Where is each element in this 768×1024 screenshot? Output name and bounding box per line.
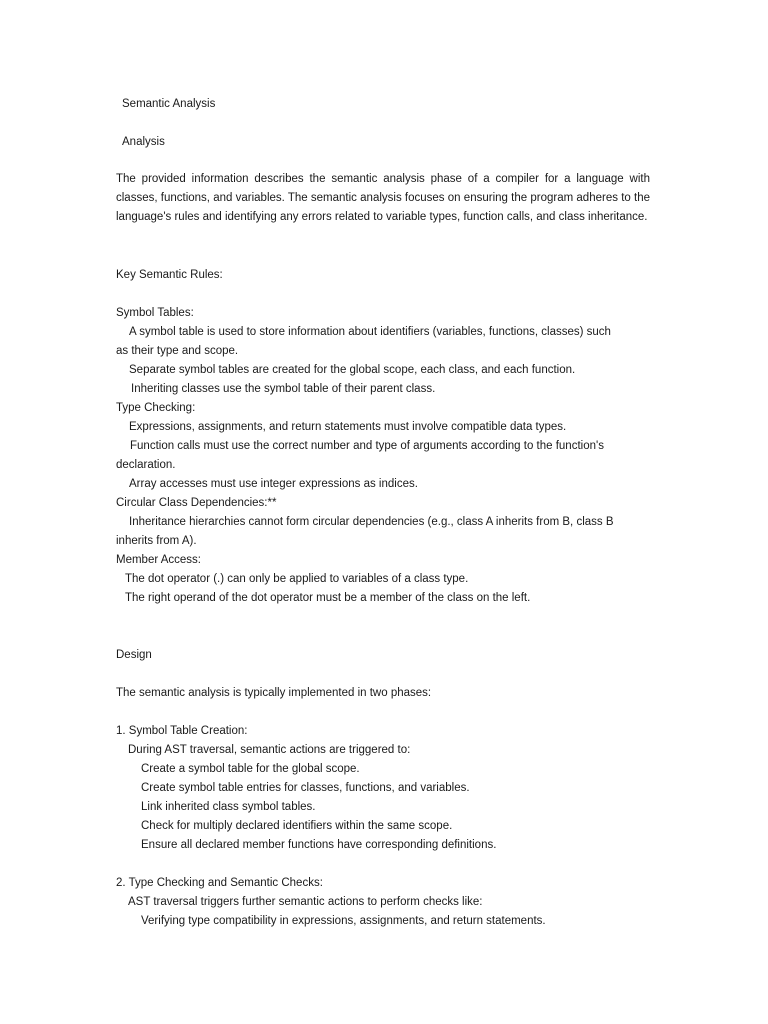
document-title: Semantic Analysis bbox=[122, 98, 216, 110]
phase-1-item: Create a symbol table for the global scope. bbox=[141, 763, 360, 775]
type-checking-heading: Type Checking: bbox=[116, 402, 196, 414]
circular-item-1: Inheritance hierarchies cannot form circular dependencies (e.g., class A inherits from B, class B bbox=[129, 516, 614, 528]
analysis-heading: Analysis bbox=[122, 136, 165, 148]
key-rules-heading: Key Semantic Rules: bbox=[116, 269, 223, 281]
phase-1-heading: 1. Symbol Table Creation: bbox=[116, 725, 248, 737]
circular-item-1-cont: inherits from A). bbox=[116, 535, 197, 547]
member-access-heading: Member Access: bbox=[116, 554, 201, 566]
type-checking-item-3: Array accesses must use integer expressions as indices. bbox=[129, 478, 418, 490]
phase-1-item: Create symbol table entries for classes, functions, and variables. bbox=[141, 782, 470, 794]
circular-heading: Circular Class Dependencies:** bbox=[116, 497, 277, 509]
phase-2-item: Verifying type compatibility in expressions, assignments, and return statements. bbox=[141, 915, 546, 927]
symbol-tables-item-1-cont: as their type and scope. bbox=[116, 345, 239, 357]
member-access-item-1: The dot operator (.) can only be applied to variables of a class type. bbox=[125, 573, 469, 585]
design-intro: The semantic analysis is typically implemented in two phases: bbox=[116, 687, 432, 699]
phase-2-sub: AST traversal triggers further semantic actions to perform checks like: bbox=[128, 896, 483, 908]
type-checking-item-2: Function calls must use the correct number and type of arguments according to the function's bbox=[130, 440, 604, 452]
symbol-tables-heading: Symbol Tables: bbox=[116, 307, 194, 319]
phase-1-item: Check for multiply declared identifiers within the same scope. bbox=[141, 820, 453, 832]
symbol-tables-item-3: Inheriting classes use the symbol table of their parent class. bbox=[131, 383, 436, 395]
intro-paragraph: The provided information describes the semantic analysis phase of a compiler for a language with classes, functions, and variables. The semantic analysis focuses on ensuring the program adheres to the language's rules and identifying any errors related to variable types, function calls, and class inheritance. bbox=[116, 173, 650, 223]
symbol-tables-item-2: Separate symbol tables are created for the global scope, each class, and each function. bbox=[129, 364, 576, 376]
phase-2-heading: 2. Type Checking and Semantic Checks: bbox=[116, 877, 323, 889]
phase-1-sub: During AST traversal, semantic actions are triggered to: bbox=[128, 744, 411, 756]
type-checking-item-2-cont: declaration. bbox=[116, 459, 176, 471]
symbol-tables-item-1: A symbol table is used to store information about identifiers (variables, functions, classes) such bbox=[129, 326, 611, 338]
design-heading: Design bbox=[116, 649, 152, 661]
member-access-item-2: The right operand of the dot operator must be a member of the class on the left. bbox=[125, 592, 531, 604]
phase-1-item: Link inherited class symbol tables. bbox=[141, 801, 316, 813]
phase-1-item: Ensure all declared member functions have corresponding definitions. bbox=[141, 839, 497, 851]
type-checking-item-1: Expressions, assignments, and return statements must involve compatible data types. bbox=[129, 421, 567, 433]
